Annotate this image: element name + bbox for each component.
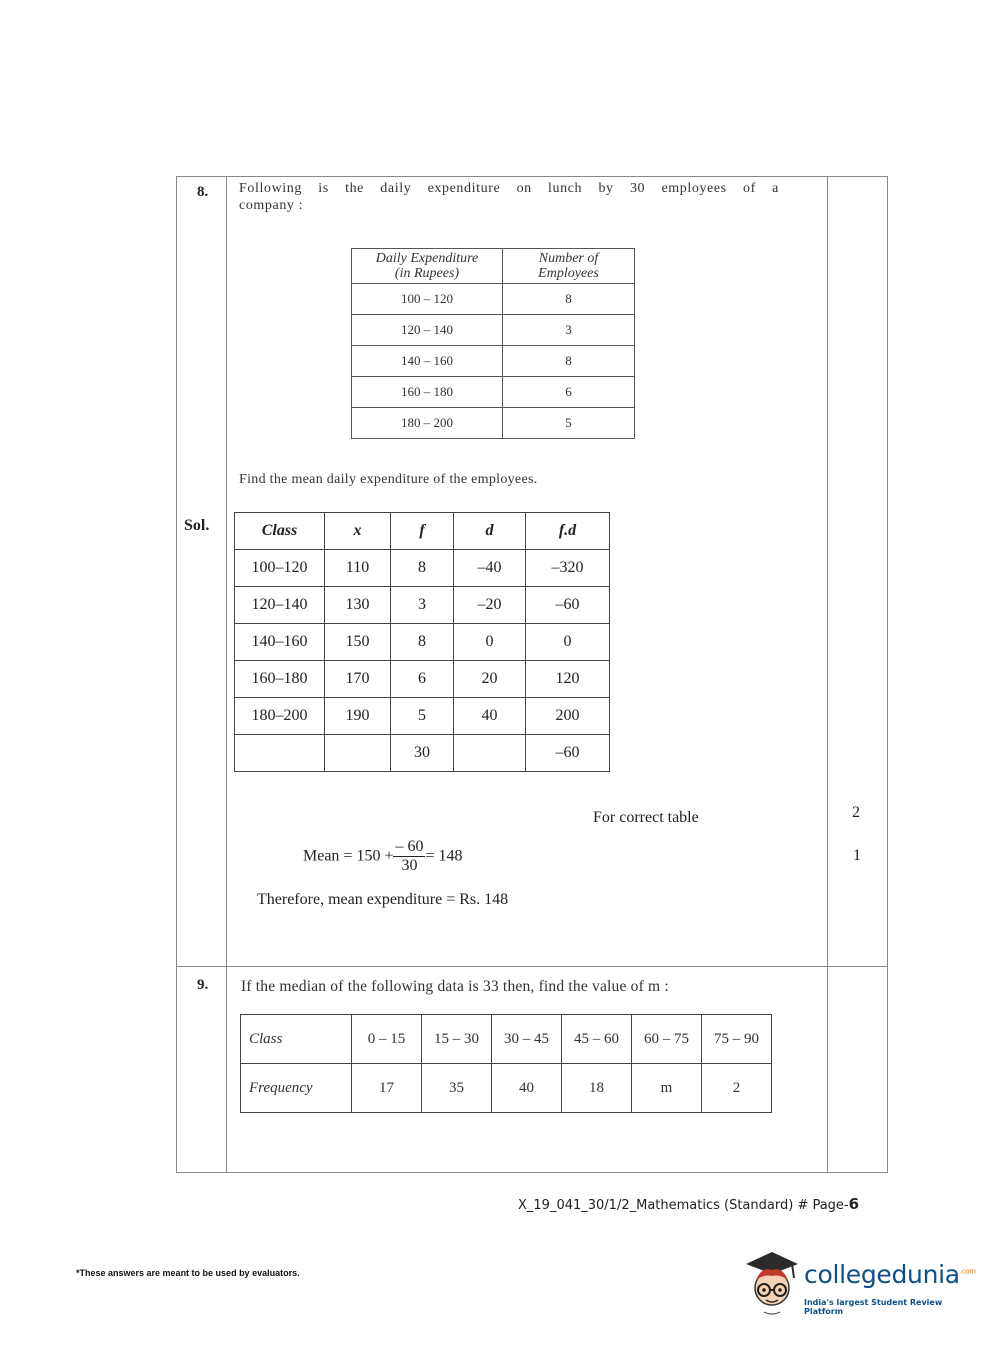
brand-tld: .com — [959, 1267, 976, 1276]
table-row — [235, 550, 610, 587]
q8-header-employees: Number of Employees — [503, 249, 635, 284]
mascot-icon — [742, 1250, 804, 1316]
table-cell: 6 — [391, 661, 454, 698]
sol-header-f: f — [391, 513, 454, 550]
q8-text-line1: Following is the daily expenditure on lunch by 30 employees of a — [239, 181, 779, 196]
sol-header-class: Class — [235, 513, 325, 550]
correct-table-note: For correct table — [593, 809, 699, 826]
q8-number: 8. — [197, 184, 209, 200]
q8-header-expenditure: Daily Expenditure (in Rupees) — [352, 249, 503, 284]
table-cell: 5 — [503, 408, 635, 439]
sol-header-d: d — [454, 513, 526, 550]
table-cell — [454, 735, 526, 772]
table-row — [352, 346, 635, 377]
table-row — [352, 408, 635, 439]
table-cell: 100–120 — [235, 550, 325, 587]
q9-class-label: Class — [241, 1015, 352, 1064]
mean-numerator: – 60 — [395, 838, 424, 855]
q8-find-text: Find the mean daily expenditure of the employees. — [239, 472, 538, 487]
table-cell: 15 – 30 — [422, 1015, 492, 1064]
table-cell: 0 — [526, 624, 610, 661]
table-cell: –60 — [526, 587, 610, 624]
frame-left — [176, 176, 177, 1173]
q8-text-line2: company : — [239, 198, 304, 213]
table-cell: 18 — [562, 1064, 632, 1113]
table-cell: 180 – 200 — [352, 408, 503, 439]
table-cell: 8 — [503, 284, 635, 315]
solution-table — [234, 512, 610, 772]
table-cell: 2 — [702, 1064, 772, 1113]
table-row — [235, 698, 610, 735]
table-cell: 3 — [503, 315, 635, 346]
table-cell: 100 – 120 — [352, 284, 503, 315]
table-cell: 20 — [454, 661, 526, 698]
sol-label: Sol. — [184, 517, 210, 534]
table-cell: 40 — [454, 698, 526, 735]
table-row — [352, 377, 635, 408]
table-cell: –60 — [526, 735, 610, 772]
table-cell: 8 — [503, 346, 635, 377]
table-cell: 180–200 — [235, 698, 325, 735]
table-row — [352, 284, 635, 315]
table-row — [235, 624, 610, 661]
table-cell: 0 – 15 — [352, 1015, 422, 1064]
frame-divider-q9 — [176, 966, 888, 967]
table-cell: 140–160 — [235, 624, 325, 661]
table-cell: 40 — [492, 1064, 562, 1113]
mean-fraction — [393, 838, 425, 875]
table-cell: m — [632, 1064, 702, 1113]
table-cell: 110 — [325, 550, 391, 587]
brand-name: collegedunia$^{.com}$ — [804, 1260, 976, 1289]
table-cell: 45 – 60 — [562, 1015, 632, 1064]
page-footer — [518, 1195, 859, 1213]
q9-text: If the median of the following data is 33 then, find the value of m : — [241, 978, 669, 995]
table-cell: 150 — [325, 624, 391, 661]
table-cell: 35 — [422, 1064, 492, 1113]
table-cell: –320 — [526, 550, 610, 587]
table-cell: 140 – 160 — [352, 346, 503, 377]
frame-right — [887, 176, 888, 1173]
q9-frequency-label: Frequency — [241, 1064, 352, 1113]
table-cell: 30 — [391, 735, 454, 772]
brand-logo — [742, 1250, 976, 1318]
mean-formula — [303, 838, 463, 875]
table-row — [352, 315, 635, 346]
brand-tagline: India's largest Student Review Platform — [804, 1298, 943, 1316]
table-cell: 190 — [325, 698, 391, 735]
table-cell: 8 — [391, 624, 454, 661]
table-cell: 3 — [391, 587, 454, 624]
q8-text — [239, 180, 779, 214]
table-cell: 6 — [503, 377, 635, 408]
table-cell: 8 — [391, 550, 454, 587]
table-row — [235, 661, 610, 698]
table-cell: 0 — [454, 624, 526, 661]
mean-result: = 148 — [425, 847, 463, 865]
mean-conclusion: Therefore, mean expenditure = Rs. 148 — [257, 891, 509, 908]
table-cell: 200 — [526, 698, 610, 735]
marks-table: 2 — [852, 804, 860, 821]
mean-denominator: 30 — [401, 857, 418, 874]
table-cell: 120 — [526, 661, 610, 698]
table-cell: 120 – 140 — [352, 315, 503, 346]
table-cell: 130 — [325, 587, 391, 624]
table-cell: 75 – 90 — [702, 1015, 772, 1064]
sol-header-x: x — [325, 513, 391, 550]
frame-col1 — [226, 176, 227, 1173]
frame-bottom — [176, 1172, 888, 1173]
table-cell — [235, 735, 325, 772]
q9-frequency-table — [240, 1014, 772, 1113]
frame-top — [176, 176, 888, 177]
page-code: X_19_041_30/1/2_Mathematics (Standard) # Page- — [518, 1198, 849, 1213]
frame-col2 — [827, 176, 828, 1173]
table-cell: 160–180 — [235, 661, 325, 698]
q8-expenditure-table — [351, 248, 635, 439]
page-number: 6 — [848, 1195, 860, 1213]
table-cell: 17 — [352, 1064, 422, 1113]
table-cell — [325, 735, 391, 772]
evaluator-note: *These answers are meant to be used by evaluators. — [76, 1268, 300, 1278]
q9-number: 9. — [197, 977, 209, 993]
mean-prefix: Mean = 150 + — [303, 847, 394, 865]
sol-header-fd: f.d — [526, 513, 610, 550]
table-cell: –40 — [454, 550, 526, 587]
table-cell: 30 – 45 — [492, 1015, 562, 1064]
table-cell: –20 — [454, 587, 526, 624]
table-cell: 160 – 180 — [352, 377, 503, 408]
table-row-total — [235, 735, 610, 772]
table-row — [235, 587, 610, 624]
table-cell: 120–140 — [235, 587, 325, 624]
table-cell: 5 — [391, 698, 454, 735]
table-cell: 60 – 75 — [632, 1015, 702, 1064]
marks-mean: 1 — [853, 847, 861, 864]
table-cell: 170 — [325, 661, 391, 698]
